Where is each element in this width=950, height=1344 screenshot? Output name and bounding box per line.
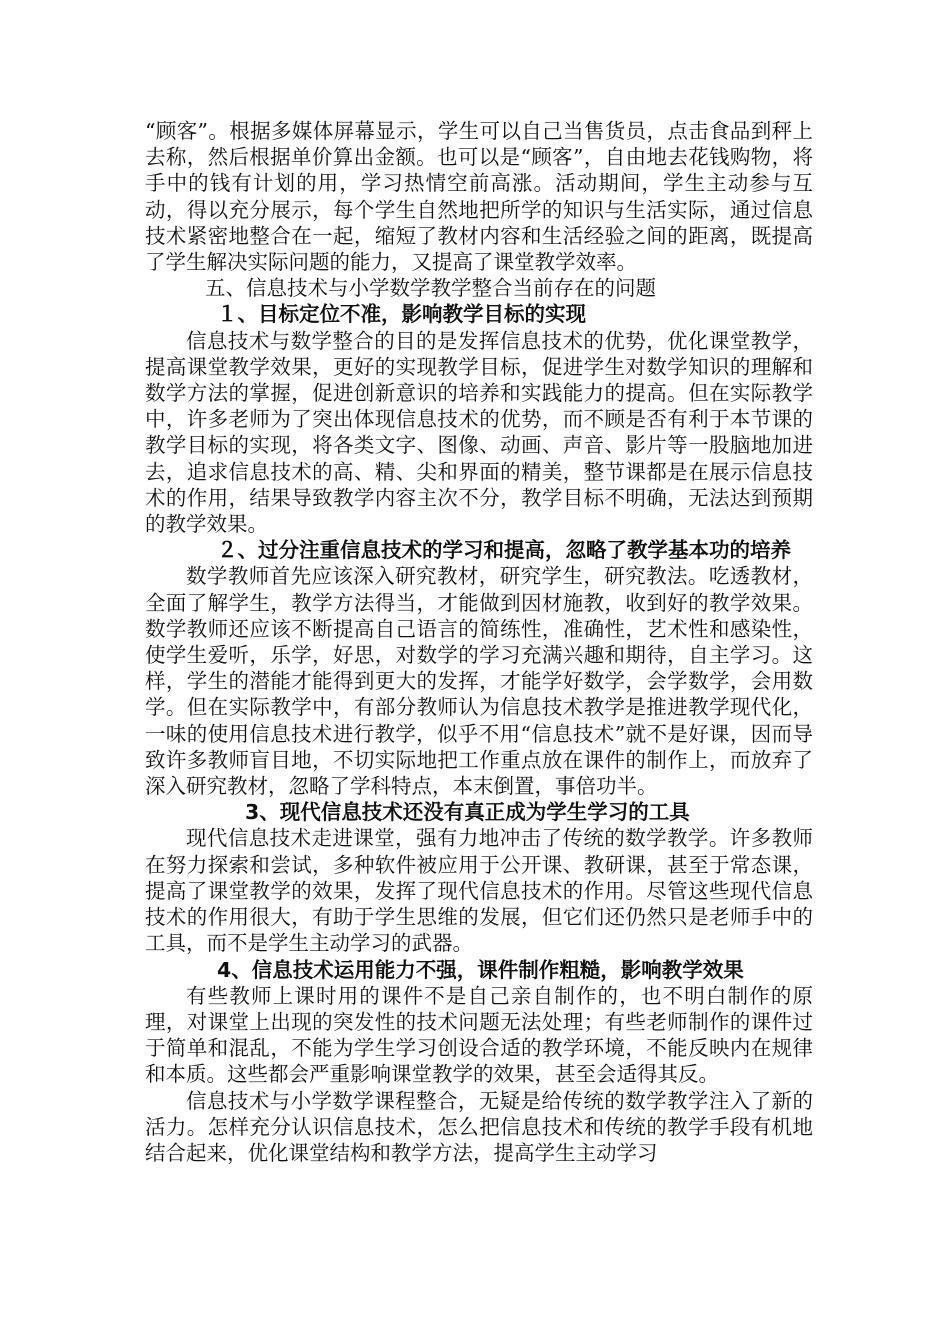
paragraph-continued: “顾客”。根据多媒体屏幕显示，学生可以自己当售货员，点击食品到秤上去称，然后根据单价算出金额。也可以是“顾客”，自由地去花钱购物，将手中的钱有计划的用，学习热情空前高涨。活动期间，学生主动参与互动，得以充分展示，每个学生自然地把所学的知识与生活实际，通过信息技术紧密地整合在一起，缩短了教材内容和生活经验之间的距离，既提高了学生解决实际问题的能力，又提高了课堂教学效率。 bbox=[145, 119, 813, 275]
paragraph-1: 信息技术与数学整合的目的是发挥信息技术的优势，优化课堂教学，提高课堂教学效果，更好的实现教学目标，促进学生对数学知识的理解和数学方法的掌握，促进创新意识的培养和实践能力的提高。但在实际教学中，许多老师为了突出体现信息技术的优势，而不顾是否有利于本节课的教学目标的实现，将各类文字、图像、动画、声音、影片等一股脑地加进去，追求信息技术的高、精、尖和界面的精美，整节课都是在展示信息技术的作用，结果导致教学内容主次不分，教学目标不明确，无法达到预期的教学效果。 bbox=[145, 328, 813, 537]
subheading-1: １、目标定位不准，影响教学目标的实现 bbox=[217, 302, 586, 327]
paragraph-2: 数学教师首先应该深入研究教材，研究学生，研究教法。吃透教材，全面了解学生，教学方法得当，才能做到因材施教，收到好的教学效果。数学教师还应该不断提高自己语言的简练性，准确性，艺术性和感染性，使学生爱听，乐学，好思，对数学的学习充满兴趣和期待，自主学习。这样，学生的潜能才能得到更大的发挥，才能学好数学，会学数学，会用数学。但在实际教学中，有部分教师认为信息技术教学是推进教学现代化，一味的使用信息技术进行教学，似乎不用“信息技术”就不是好课，因而导致许多教师盲目地，不切实际地把工作重点放在课件的制作上，而放弃了深入研究教材，忽略了学科特点，本末倒置，事倍功半。 bbox=[145, 564, 813, 799]
subheading-2: ２、过分注重信息技术的学习和提高，忽略了教学基本功的培养 bbox=[217, 538, 791, 563]
paragraph-3: 现代信息技术走进课堂，强有力地冲击了传统的数学教学。许多教师在努力探索和尝试，多种软件被应用于公开课、教研课，甚至于常态课，提高了课堂教学的效果，发挥了现代信息技术的作用。尽管这些现代信息技术的作用很大，有助于学生思维的发展，但它们还仍然只是老师手中的工具，而不是学生主动学习的武器。 bbox=[145, 826, 813, 956]
subheading-3: 3、现代信息技术还没有真正成为学生学习的工具 bbox=[245, 800, 690, 825]
paragraph-5: 信息技术与小学数学课程整合，无疑是给传统的数学教学注入了新的活力。怎样充分认识信息技术，怎么把信息技术和传统的教学手段有机地结合起来，优化课堂结构和教学方法，提高学生主动学习 bbox=[145, 1088, 813, 1165]
document-page bbox=[145, 118, 813, 1166]
subheading-4: 4、信息技术运用能力不强，课件制作粗糙，影响教学效果 bbox=[217, 957, 744, 982]
paragraph-4: 有些教师上课时用的课件不是自己亲自制作的，也不明白制作的原理，对课堂上出现的突发性的技术问题无法处理；有些老师制作的课件过于简单和混乱，不能为学生学习创设合适的教学环境，不能反映内在规律和本质。这些都会严重影响课堂教学的效果，甚至会适得其反。 bbox=[145, 983, 813, 1087]
section-heading: 五、信息技术与小学数学教学整合当前存在的问题 bbox=[205, 276, 656, 301]
